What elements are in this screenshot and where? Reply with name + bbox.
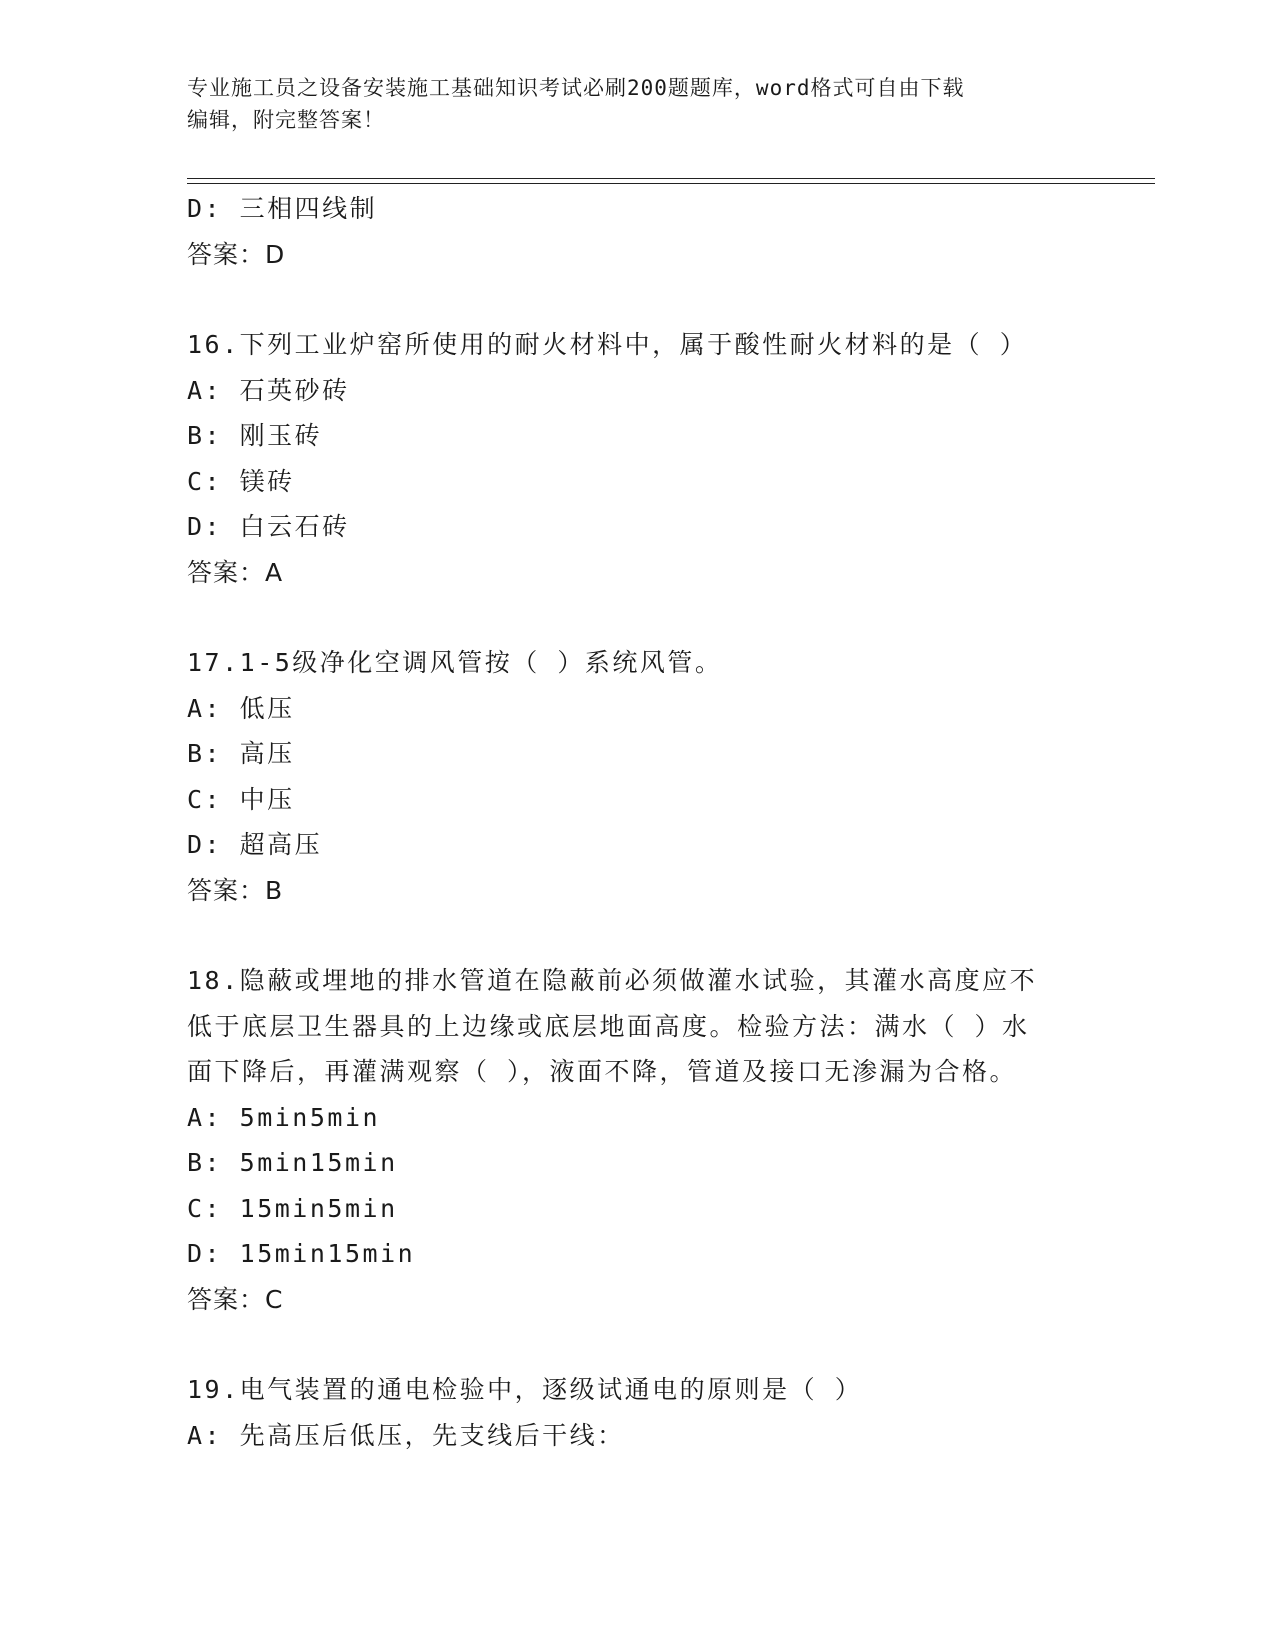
option-c: C: 镁砖 [187,466,295,496]
option-b: B: 高压 [187,739,295,768]
question-list [187,186,1087,1458]
option-d: D: 白云石砖 [187,512,350,541]
header-title-line-2: 编辑，附完整答案！ [187,108,385,132]
answer-line: 答案：A [187,557,284,587]
answer-line: 答案：B [187,875,284,905]
option-c: C: 15min5min [187,1193,398,1223]
option-b: B: 刚玉砖 [187,421,323,450]
option-b: B: 5min15min [187,1148,398,1177]
question-stem: 16.下列工业炉窑所使用的耐火材料中，属于酸性耐火材料的是（ ） [187,330,1028,359]
option-a: A: 5min5min [187,1102,381,1132]
option-d: D: 15min15min [187,1239,416,1268]
answer-line: 答案：C [187,1284,284,1314]
header-title-line-1: 专业施工员之设备安装施工基础知识考试必刷200题题库，word格式可自由下载 [187,76,965,100]
previous-question-tail [187,186,1087,277]
spacer [187,277,1087,322]
question-16 [187,322,1087,595]
spacer [187,595,1087,640]
question-stem-line-1: 18.隐蔽或埋地的排水管道在隐蔽前必须做灌水试验，其灌水高度应不 [187,966,1038,995]
spacer [187,913,1087,958]
header-divider-top [187,178,1155,179]
question-stem: 17.1-5级净化空调风管按（ ）系统风管。 [187,648,723,677]
header-divider-bottom [187,183,1155,184]
spacer [187,1322,1087,1367]
question-stem: 19.电气装置的通电检验中，逐级试通电的原则是（ ） [187,1375,863,1404]
question-stem-line-2: 低于底层卫生器具的上边缘或底层地面高度。检验方法：满水（ ）水 [187,1011,1030,1041]
question-18 [187,958,1087,1322]
document-header [187,72,1087,136]
question-stem-line-3: 面下降后，再灌满观察（ ），液面不降，管道及接口无渗漏为合格。 [187,1057,1018,1086]
option-a: A: 先高压后低压，先支线后干线： [187,1420,625,1450]
question-19 [187,1367,1087,1458]
option-a: A: 石英砂砖 [187,375,350,405]
answer-line: 答案：D [187,239,286,269]
option-c: C: 中压 [187,784,295,814]
question-17 [187,640,1087,913]
option-d: D: 三相四线制 [187,194,378,223]
option-a: A: 低压 [187,693,295,723]
option-d: D: 超高压 [187,830,323,859]
